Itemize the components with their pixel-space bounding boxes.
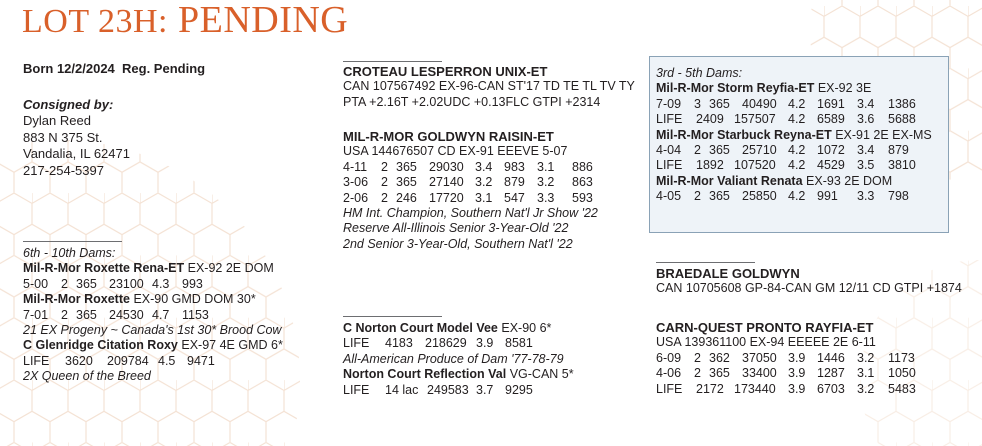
- production-record: [343, 160, 598, 175]
- record-milkings: 2: [381, 190, 388, 205]
- record-protein: 1173: [888, 350, 915, 365]
- record-fat-pct: 4.5: [158, 353, 176, 368]
- dams-3-5-heading: 3rd - 5th Dams:: [656, 66, 743, 80]
- record-protein-pct: 3.5: [857, 158, 875, 173]
- record-fat-pct: 3.7: [476, 382, 494, 397]
- dam-classification: EX-90 6*: [501, 321, 552, 335]
- record-age: 7-09: [656, 96, 682, 111]
- record-milkings: 2: [61, 307, 68, 322]
- sire-of-dam-registration: CAN 10705608 GP-84-CAN GM 12/11 CD GTPI +1874: [656, 281, 962, 296]
- record-fat-pct: 3.9: [788, 350, 806, 365]
- record-fat: 1153: [182, 307, 209, 322]
- record-protein-pct: 3.2: [537, 175, 555, 190]
- record-fat-pct: 3.9: [788, 366, 806, 381]
- record-fat-pct: 3.2: [475, 175, 493, 190]
- record-protein: 798: [888, 189, 909, 204]
- record-fat-pct: 3.9: [788, 381, 806, 396]
- consignor-block: [23, 97, 130, 179]
- record-milk: 27140: [429, 175, 464, 190]
- record-days: 365: [709, 366, 730, 381]
- dam-achievement-note: All-American Produce of Dam '77-78-79: [343, 351, 564, 366]
- record-protein-pct: 3.3: [537, 190, 555, 205]
- dam-entry: [23, 338, 283, 353]
- record-fat: 8581: [505, 336, 533, 351]
- record-protein: 5688: [888, 112, 916, 127]
- record-milkings: 2: [694, 350, 701, 365]
- dam-classification: EX-92 2E DOM: [187, 261, 274, 276]
- dam-name: Mil-R-Mor Starbuck Reyna-ET: [656, 127, 832, 142]
- lot-status: PENDING: [177, 0, 349, 41]
- dam-name: Mil-R-Mor Roxette Rena-ET: [23, 261, 185, 276]
- record-milkings: 2: [61, 276, 68, 291]
- sire-proof: PTA +2.16T +2.02UDC +0.13FLC GTPI +2314: [343, 94, 601, 109]
- record-age: 5-00: [23, 276, 49, 291]
- record-days: 365: [396, 159, 417, 174]
- dam-achievement-note: 2X Queen of the Breed: [23, 369, 151, 384]
- dams-3-5-block: [656, 66, 932, 205]
- record-fat: 983: [504, 159, 525, 174]
- record-milk: 37050: [742, 350, 777, 365]
- record-fat: 4529: [817, 158, 845, 173]
- record-days: 365: [76, 307, 97, 322]
- dam-classification: VG-CAN 5*: [509, 367, 574, 382]
- record-milkings: 2172: [696, 381, 724, 396]
- page-title: [22, 0, 348, 42]
- record-fat: 991: [817, 189, 838, 204]
- record-fat: 9295: [505, 382, 533, 397]
- record-milk: 107520: [734, 158, 776, 173]
- record-milk: 249583: [427, 382, 469, 397]
- dam-achievement-note: 21 EX Progeny ~ Canada's 1st 30* Brood Cow: [23, 323, 282, 338]
- record-milk: 24530: [109, 307, 144, 322]
- record-protein: 3810: [888, 158, 916, 173]
- record-fat-pct: 3.1: [475, 190, 493, 205]
- dam-entry: [656, 174, 932, 189]
- record-protein-pct: 3.1: [537, 159, 555, 174]
- divider: [23, 241, 122, 242]
- record-milk: 40490: [742, 96, 777, 111]
- record-milk: 23100: [109, 276, 144, 291]
- production-record: [343, 383, 574, 398]
- consignor-address-line-1: 883 N 375 St.: [23, 129, 103, 145]
- production-record: [656, 112, 932, 127]
- record-milk: 209784: [107, 353, 149, 368]
- record-milkings: 2: [694, 143, 701, 158]
- record-milkings: 2: [381, 175, 388, 190]
- production-record: [656, 97, 932, 112]
- record-days: 365: [709, 96, 730, 111]
- record-fat-pct: 4.2: [788, 158, 806, 173]
- production-record: [656, 189, 932, 204]
- production-record: [343, 336, 574, 351]
- record-milk: 157507: [734, 112, 776, 127]
- record-age: 4-05: [656, 189, 682, 204]
- record-days: 365: [709, 143, 730, 158]
- record-milkings: 4183: [385, 336, 413, 351]
- consigned-by-label: Consigned by:: [23, 97, 114, 112]
- production-record: [656, 366, 916, 381]
- record-age: LIFE: [23, 353, 50, 368]
- dam-entry: [23, 261, 283, 276]
- production-record: [23, 354, 283, 369]
- dam-name: C Norton Court Model Vee: [343, 321, 498, 335]
- record-protein: 879: [888, 143, 909, 158]
- record-milkings: 3620: [65, 353, 93, 368]
- record-fat-pct: 3.4: [475, 159, 493, 174]
- record-days: 365: [709, 189, 730, 204]
- record-protein-pct: 3.4: [857, 96, 875, 111]
- record-fat-pct: 4.2: [788, 96, 806, 111]
- sire-of-dam-block: [656, 266, 962, 297]
- registration-status: Reg. Pending: [122, 61, 206, 76]
- dam-name: Mil-R-Mor Valiant Renata: [656, 173, 803, 188]
- dam-block: [343, 129, 598, 252]
- record-fat-pct: 4.3: [152, 276, 170, 291]
- record-days: 365: [76, 276, 97, 291]
- record-fat: 1287: [817, 366, 845, 381]
- production-record: [343, 191, 598, 206]
- record-age: 4-11: [343, 159, 368, 174]
- record-age: 2-06: [343, 190, 369, 205]
- record-protein: 863: [572, 175, 593, 190]
- record-fat-pct: 4.2: [788, 143, 806, 158]
- consignor-phone: 217-254-5397: [23, 162, 104, 178]
- consignor-address-line-2: Vandalia, IL 62471: [23, 146, 130, 162]
- production-record: [656, 382, 916, 397]
- record-milkings: 3: [694, 96, 701, 111]
- sire-block: [343, 64, 635, 110]
- record-age: LIFE: [656, 112, 683, 127]
- dam-registration: USA 144676507 CD EX-91 EEEVE 5-07: [343, 144, 568, 159]
- divider: [343, 316, 442, 317]
- record-milk: 25850: [742, 189, 777, 204]
- production-record: [656, 143, 932, 158]
- dam-honor: 2nd Senior 3-Year-Old, Southern Nat'l '22: [343, 236, 573, 251]
- sire-of-dam-name: BRAEDALE GOLDWYN: [656, 266, 800, 281]
- dam-entry: [343, 321, 574, 336]
- dam-name: C Glenridge Citation Roxy: [23, 338, 178, 353]
- dams-6-10-block: [23, 246, 283, 385]
- birth-date: Born 12/2/2024: [23, 61, 115, 76]
- record-protein: 593: [572, 190, 593, 205]
- record-days: 362: [709, 350, 730, 365]
- record-protein: 5483: [888, 381, 916, 396]
- production-record: [656, 158, 932, 173]
- pedigree-mid-block: [343, 321, 574, 398]
- sire-registration: CAN 107567492 EX-96-CAN ST'17 TD TE TL TV TY: [343, 79, 635, 94]
- record-milkings: 2: [381, 159, 388, 174]
- dam-classification: EX-90 GMD DOM 30*: [133, 292, 256, 307]
- maternal-granddam-name: CARN-QUEST PRONTO RAYFIA-ET: [656, 320, 874, 335]
- record-fat: 6589: [817, 112, 845, 127]
- record-protein-pct: 3.2: [857, 350, 875, 365]
- record-age: LIFE: [656, 158, 683, 173]
- record-age: 6-09: [656, 350, 682, 365]
- record-protein: 1386: [888, 96, 916, 111]
- record-milk: 33400: [742, 366, 777, 381]
- record-age: LIFE: [343, 336, 370, 351]
- dam-honor: Reserve All-Illinois Senior 3-Year-Old '22: [343, 221, 569, 236]
- divider: [656, 262, 755, 263]
- record-protein-pct: 3.4: [857, 143, 875, 158]
- birth-info: [23, 61, 205, 76]
- dam-name: MIL-R-MOR GOLDWYN RAISIN-ET: [343, 129, 554, 144]
- record-fat-pct: 3.9: [476, 336, 494, 351]
- divider: [343, 61, 442, 62]
- record-protein: 886: [572, 159, 593, 174]
- record-protein-pct: 3.1: [857, 366, 875, 381]
- dam-classification: EX-91 2E EX-MS: [835, 127, 932, 142]
- maternal-granddam-registration: USA 139361100 EX-94 EEEEE 2E 6-11: [656, 335, 876, 350]
- production-record: [23, 277, 283, 292]
- record-milk: 25710: [742, 143, 777, 158]
- record-age: LIFE: [656, 381, 683, 396]
- maternal-granddam-block: [656, 320, 916, 397]
- record-fat: 993: [182, 276, 203, 291]
- record-fat: 9471: [187, 353, 215, 368]
- dam-entry: [656, 128, 932, 143]
- dam-honor: HM Int. Champion, Southern Nat'l Jr Show '22: [343, 206, 598, 221]
- record-fat: 1072: [817, 143, 845, 158]
- record-fat-pct: 4.2: [788, 189, 806, 204]
- sire-name: CROTEAU LESPERRON UNIX-ET: [343, 64, 548, 79]
- record-protein-pct: 3.2: [857, 381, 875, 396]
- record-protein-pct: 3.3: [857, 189, 875, 204]
- record-age: LIFE: [343, 382, 370, 397]
- dam-classification: EX-97 4E GMD 6*: [181, 338, 283, 353]
- record-fat: 1446: [817, 350, 845, 365]
- dam-name: Mil-R-Mor Roxette: [23, 292, 130, 307]
- record-protein: 1050: [888, 366, 916, 381]
- dam-name: Norton Court Reflection Val: [343, 367, 507, 382]
- dam-entry: [656, 81, 932, 96]
- record-milk: 17720: [429, 190, 464, 205]
- dam-name: Mil-R-Mor Storm Reyfia-ET: [656, 81, 815, 96]
- record-fat-pct: 4.7: [152, 307, 170, 322]
- record-milkings: 1892: [696, 158, 724, 173]
- record-age: 3-06: [343, 175, 369, 190]
- dam-classification: EX-93 2E DOM: [806, 173, 893, 188]
- dam-entry: [343, 367, 574, 382]
- record-milkings: 14 lac: [385, 382, 419, 397]
- record-milkings: 2: [694, 366, 701, 381]
- production-record: [23, 308, 283, 323]
- dams-6-10-heading: 6th - 10th Dams:: [23, 246, 116, 260]
- record-days: 246: [396, 190, 417, 205]
- record-fat: 1691: [817, 96, 845, 111]
- production-record: [656, 351, 916, 366]
- dam-entry: [23, 292, 283, 307]
- consignor-name: Dylan Reed: [23, 113, 91, 129]
- production-record: [343, 175, 598, 190]
- record-fat: 879: [504, 175, 525, 190]
- record-protein-pct: 3.6: [857, 112, 875, 127]
- record-milkings: 2409: [696, 112, 724, 127]
- record-age: 7-01: [23, 307, 49, 322]
- record-milk: 173440: [734, 381, 776, 396]
- record-days: 365: [396, 175, 417, 190]
- dam-classification: EX-92 3E: [817, 81, 872, 96]
- record-fat: 6703: [817, 381, 845, 396]
- record-age: 4-06: [656, 366, 682, 381]
- lot-number: LOT 23H:: [22, 3, 168, 40]
- record-fat-pct: 4.2: [788, 112, 806, 127]
- record-age: 4-04: [656, 143, 682, 158]
- record-milk: 218629: [425, 336, 467, 351]
- record-milkings: 2: [694, 189, 701, 204]
- record-fat: 547: [504, 190, 525, 205]
- record-milk: 29030: [429, 159, 464, 174]
